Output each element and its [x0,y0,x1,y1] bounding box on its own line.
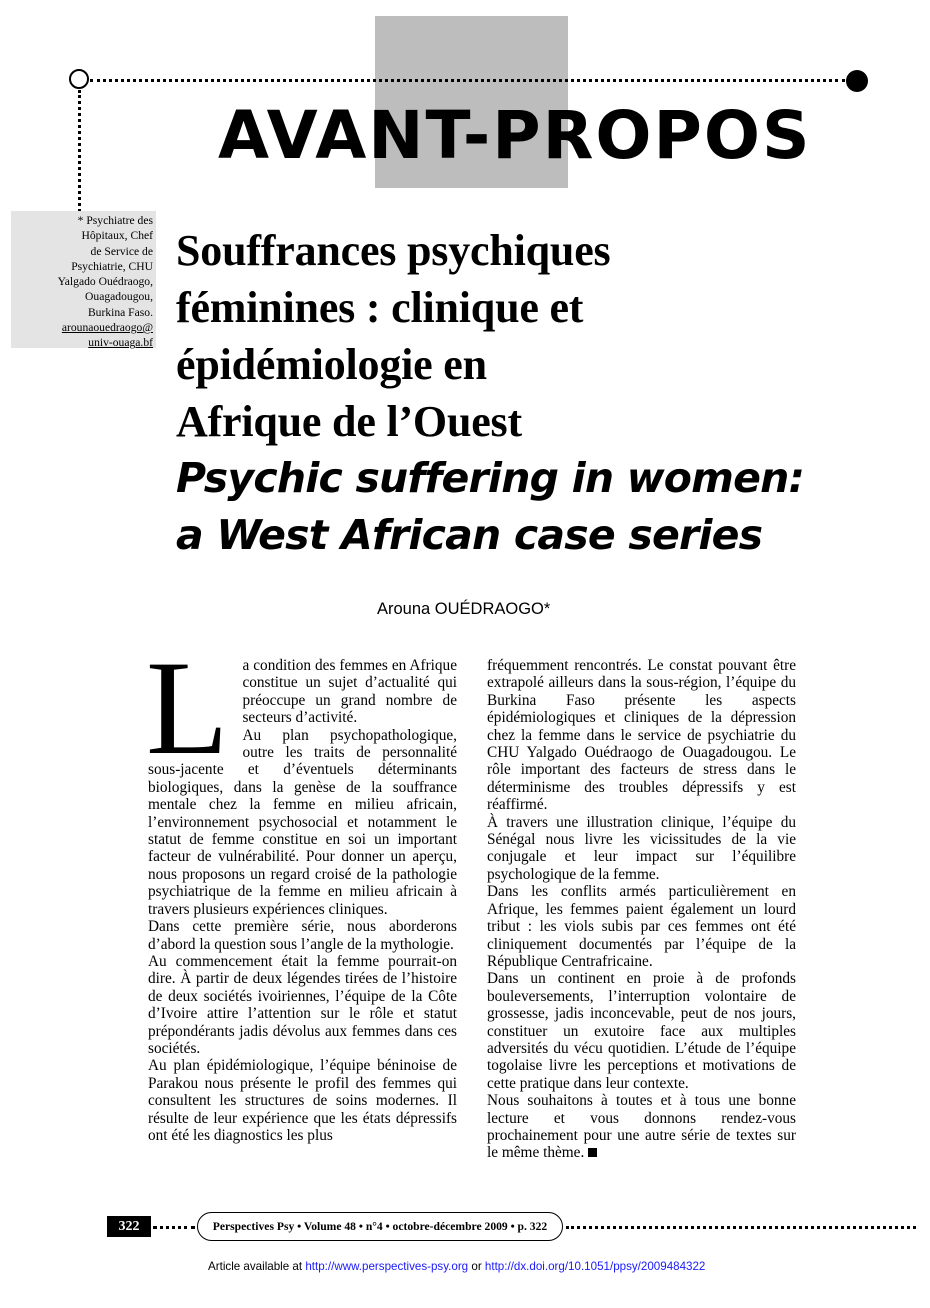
paragraph: À travers une illustration clinique, l’équipe du Sénégal nous livre les vicissitudes de la vie conjugale et leur impact sur l’équilibre psychologique de la femme. [487,813,796,883]
title-fr-line: épidémiologie en [176,340,487,389]
paragraph-text: Nous souhaitons à toutes et à tous une bonne lecture et vous donnons rendez-vous prochainement pour une autre série de textes sur le même thème. [487,1092,796,1162]
journal-reference: Perspectives Psy • Volume 48 • n°4 • octobre-décembre 2009 • p. 322 [197,1212,563,1241]
affiliation-line: * Psychiatre des [77,214,153,227]
affiliation-line: Yalgado Ouédraogo, [57,275,153,289]
author-name: Arouna OUÉDRAOGO* [377,600,551,618]
top-dotted-rule [90,79,845,82]
footer-dotted-rule [153,1226,195,1229]
page-number: 322 [107,1216,151,1237]
title-fr-line: Souffrances psychiques [176,226,611,275]
affiliation-line: Hôpitaux, Chef [81,229,153,243]
paragraph: Dans un continent en proie à de profonds bouleversements, l’interruption volontaire de grossesse, jadis inconcevable, peut de nos jours, constituer un exutoire face aux multiples adversités du vécu quotidien. L’étude de l’équipe togolaise livre les perceptions et motivations de cette pratique dans leur contexte. [487,970,796,1092]
section-title: AVANT-PROPOS [218,97,812,174]
title-fr-line: féminines : clinique et [176,283,584,332]
availability-or: or [471,1260,482,1273]
article-title [176,222,856,564]
end-mark-icon [588,1148,597,1157]
hollow-circle-icon [69,69,89,89]
title-en-line: Psychic suffering in women: [176,454,805,502]
affiliation-line: Burkina Faso. [87,305,153,319]
drop-cap: L [146,634,229,783]
paragraph: Dans les conflits armés particulièrement en Afrique, les femmes paient également un lourd tribut : les viols subis par ces femmes ont été cliniquement documentés par l’équipe de la République Centrafricaine. [487,883,796,970]
body-left-column [146,634,457,1144]
body-right-column [487,657,796,1162]
paragraph: Au plan psychopathologique, outre les traits de personnalité sous-jacente et d’éventuels déterminants biologiques, dans la genèse de la souffrance mentale chez la femme en milieu africain, l’environnement psychosocial et notamment le statut de femme constitue en soi un important facteur de vulnérabilité. Pour donner un aperçu, nous proposons un regard croisé de la pathologie psychiatrique de la femme en milieu africain à travers plusieurs expériences cliniques. [148,726,457,918]
journal-site-link[interactable]: http://www.perspectives-psy.org [305,1260,469,1273]
paragraph: Dans cette première série, nous aborderons d’abord la question sous l’angle de la mythologie. [148,918,457,953]
paragraph-last [487,1092,796,1162]
doi-link[interactable]: http://dx.doi.org/10.1051/ppsy/2009484322 [484,1260,706,1273]
availability-text: Article available at [208,1260,303,1273]
filled-circle-icon [846,70,868,92]
paragraph: fréquemment rencontrés. Le constat pouvant être extrapolé ailleurs dans la sous-région, l’équipe du Burkina Faso présente les aspects épidémiologiques et cliniques de la dépression chez la femme dans le service de psychiatrie du CHU Yalgado Ouédraogo de Ouagadougou. Le rôle important des facteurs de stress dans le déterminisme des troubles dépressifs y est réaffirmé. [487,657,796,814]
article-availability [208,1260,705,1273]
affiliation-line: de Service de [90,244,153,258]
paragraph: a condition des femmes en Afrique constitue un sujet d’actualité qui préoccupe un grand nombre de secteurs d’activité. [242,657,457,727]
author-email-link[interactable]: arounaouedraogo@ [61,321,153,335]
affiliation-line: Psychiatrie, CHU [71,259,153,273]
footer-dotted-rule [566,1226,916,1229]
affiliation-line: Ouagadougou, [85,290,153,304]
paragraph: Au plan épidémiologique, l’équipe béninoise de Parakou nous présente le profil des femmes qui consultent les structures de soins modernes. Il résulte de leur expérience que les états dépressifs ont été les diagnostics les plus [148,1057,457,1144]
title-fr-line: Afrique de l’Ouest [176,397,522,446]
author-affiliation [11,211,156,348]
paragraph: Au commencement était la femme pourrait-on dire. À partir de deux légendes tirées de l’histoire de deux sociétés ivoiriennes, l’équipe de la Côte d’Ivoire attire l’attention sur le rôle et statut prépondérants jadis dévolus aux femmes dans ces sociétés. [148,952,457,1057]
author-email-link[interactable]: univ-ouaga.bf [88,336,153,350]
title-en-line: a West African case series [176,511,763,559]
left-dotted-rule [78,90,81,212]
